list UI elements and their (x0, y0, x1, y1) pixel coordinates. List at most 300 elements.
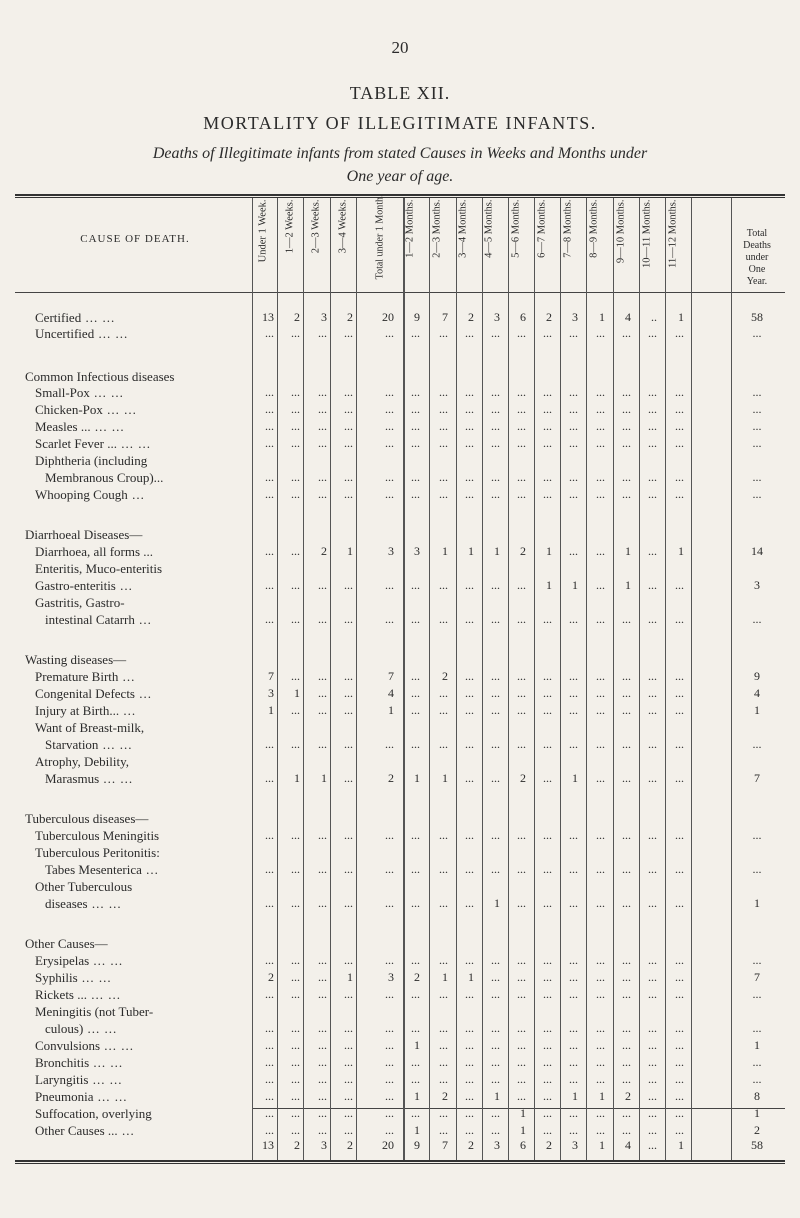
table-cell: ... (318, 385, 327, 399)
table-cell: ... (491, 578, 500, 592)
row-label-text: diseases (45, 896, 88, 911)
row-label-text: Diphtheria (including (35, 453, 148, 468)
table-cell: ... (622, 703, 631, 717)
table-cell: ... (491, 987, 500, 1001)
table-cell: ... (622, 402, 631, 416)
table-cell: ... (622, 1123, 631, 1137)
table-cell: ... (344, 1106, 353, 1120)
leader-dots: ... (135, 686, 152, 701)
table-cell: ... (385, 1123, 394, 1137)
table-cell: ... (291, 1106, 300, 1120)
total-cell: ... (752, 326, 762, 340)
table-cell: ... (491, 1021, 500, 1035)
table-cell: 1 (414, 1038, 420, 1052)
table-cell: ... (291, 578, 300, 592)
table-cell: ... (517, 419, 526, 433)
table-cell: ... (569, 470, 578, 484)
row-label-text: Atrophy, Debility, (35, 754, 129, 769)
table-cell: 2 (294, 1138, 300, 1152)
total-cell: ... (752, 487, 762, 501)
table-cell: 3 (268, 686, 274, 700)
table-cell: ... (622, 470, 631, 484)
table-cell: 7 (388, 669, 394, 683)
total-cell: 58 (751, 310, 763, 324)
table-cell: ... (543, 669, 552, 683)
table-cell: ... (291, 487, 300, 501)
row-label-text: Pneumonia (35, 1089, 94, 1104)
table-cell: ... (344, 470, 353, 484)
table-cell: ... (318, 703, 327, 717)
table-cell: ... (411, 686, 420, 700)
table-cell: ... (648, 970, 657, 984)
table-cell: ... (517, 896, 526, 910)
table-cell: 1 (546, 544, 552, 558)
table-cell: ... (622, 953, 631, 967)
table-cell: ... (439, 578, 448, 592)
table-cell: ... (465, 737, 474, 751)
table-cell: ... (675, 771, 684, 785)
column-header: 10—11 Months. (641, 199, 653, 268)
section-heading (25, 369, 174, 385)
table-cell: ... (385, 896, 394, 910)
table-cell: ... (465, 953, 474, 967)
table-cell: ... (675, 385, 684, 399)
table-cell: ... (318, 1021, 327, 1035)
table-cell: 1 (442, 544, 448, 558)
subtitle-line-2: One year of age. (346, 168, 454, 185)
table-cell: ... (385, 828, 394, 842)
leader-dots: ... ... (100, 1038, 135, 1053)
table-cell: ... (344, 612, 353, 626)
table-cell: ... (596, 1055, 605, 1069)
table-cell: ... (622, 487, 631, 501)
table-cell: ... (465, 686, 474, 700)
table-cell: ... (543, 737, 552, 751)
table-cell: ... (385, 862, 394, 876)
row-label (45, 612, 152, 628)
table-cell: ... (385, 987, 394, 1001)
table-cell: ... (439, 987, 448, 1001)
table-cell: ... (675, 1106, 684, 1120)
table-cell: ... (596, 419, 605, 433)
table-cell: ... (675, 669, 684, 683)
table-cell: ... (517, 970, 526, 984)
table-cell: ... (622, 1106, 631, 1120)
table-cell: .. (651, 310, 657, 324)
table-cell: ... (385, 1089, 394, 1103)
table-cell: ... (291, 862, 300, 876)
table-cell: ... (543, 703, 552, 717)
table-cell: ... (344, 487, 353, 501)
row-label-text: Marasmus (45, 771, 100, 786)
table-cell: ... (465, 862, 474, 876)
table-cell: ... (648, 326, 657, 340)
total-cell: ... (752, 828, 762, 842)
table-cell: ... (596, 487, 605, 501)
table-cell: 1 (678, 544, 684, 558)
table-cell: ... (318, 686, 327, 700)
table-cell: 2 (625, 1089, 631, 1103)
table-cell: ... (648, 419, 657, 433)
table-cell: ... (318, 1072, 327, 1086)
table-cell: ... (439, 862, 448, 876)
table-cell: ... (622, 686, 631, 700)
table-cell: ... (265, 953, 274, 967)
row-label-text: Enteritis, Muco-enteritis (35, 561, 163, 576)
table-cell: ... (291, 828, 300, 842)
leader-dots: ... (134, 612, 152, 627)
row-label-text: Starvation (45, 737, 99, 752)
row-label-text: Measles ... (35, 419, 91, 434)
table-cell: ... (344, 686, 353, 700)
column-header: 2—3 Weeks. (310, 199, 322, 254)
table-cell: ... (675, 1123, 684, 1137)
table-cell: 2 (388, 771, 394, 785)
table-cell: ... (517, 470, 526, 484)
table-cell: 1 (520, 1123, 526, 1137)
table-cell: ... (265, 896, 274, 910)
table-cell: ... (543, 1055, 552, 1069)
table-cell: ... (596, 402, 605, 416)
section-heading (35, 595, 125, 611)
table-cell: ... (648, 436, 657, 450)
table-cell: ... (465, 402, 474, 416)
page-number: 20 (391, 38, 409, 57)
table-cell: ... (318, 419, 327, 433)
table-cell: ... (648, 953, 657, 967)
table-cell: ... (318, 828, 327, 842)
table-cell: ... (569, 436, 578, 450)
table-cell: ... (569, 612, 578, 626)
row-label (35, 385, 124, 401)
table-cell: ... (622, 737, 631, 751)
table-cell: ... (385, 1021, 394, 1035)
table-cell: ... (543, 896, 552, 910)
row-label-text: Rickets ... (35, 987, 87, 1002)
table-cell: ... (465, 703, 474, 717)
table-cell: ... (411, 578, 420, 592)
table-cell: ... (622, 970, 631, 984)
table-cell: ... (491, 703, 500, 717)
table-cell: 13 (262, 310, 274, 324)
table-cell: ... (491, 737, 500, 751)
table-cell: ... (411, 1055, 420, 1069)
row-label (45, 771, 133, 787)
row-label-text: Laryngitis (35, 1072, 89, 1087)
table-cell: ... (465, 612, 474, 626)
table-cell: ... (596, 1021, 605, 1035)
row-label (35, 578, 133, 594)
subtitle-line-1: Deaths of Illegitimate infants from stated Causes in Weeks and Months under (152, 145, 648, 162)
table-cell: ... (622, 862, 631, 876)
table-cell: ... (344, 862, 353, 876)
table-cell: ... (465, 987, 474, 1001)
table-cell: ... (491, 326, 500, 340)
table-cell: ... (291, 970, 300, 984)
table-cell: ... (491, 771, 500, 785)
table-cell: ... (318, 1055, 327, 1069)
table-cell: ... (569, 326, 578, 340)
table-cell: ... (265, 402, 274, 416)
column-divider (356, 198, 357, 1160)
table-cell: ... (648, 578, 657, 592)
table-cell: ... (318, 970, 327, 984)
table-cell: ... (596, 703, 605, 717)
leader-dots: ... ... (89, 953, 124, 968)
table-cell: ... (675, 862, 684, 876)
table-cell: 13 (262, 1138, 274, 1152)
table-cell: ... (648, 1021, 657, 1035)
row-label-text: Membranous Croup)... (45, 470, 164, 485)
table-cell: ... (569, 862, 578, 876)
table-cell: 7 (442, 310, 448, 324)
table-cell: ... (517, 669, 526, 683)
table-cell: 4 (625, 310, 631, 324)
table-cell: 1 (599, 1138, 605, 1152)
table-cell: ... (265, 385, 274, 399)
table-cell: ... (543, 1123, 552, 1137)
table-cell: ... (411, 487, 420, 501)
table-cell: 1 (599, 310, 605, 324)
column-header: 2—3 Months. (431, 199, 443, 258)
table-cell: ... (411, 402, 420, 416)
total-cell: ... (752, 402, 762, 416)
column-header: 8—9 Months. (588, 199, 600, 258)
table-cell: ... (675, 612, 684, 626)
total-cell: 7 (754, 970, 760, 984)
table-cell: ... (622, 385, 631, 399)
table-cell: ... (265, 1038, 274, 1052)
table-cell: 2 (321, 544, 327, 558)
table-cell: ... (291, 987, 300, 1001)
table-cell: ... (675, 578, 684, 592)
table-cell: ... (543, 326, 552, 340)
table-cell: 1 (388, 703, 394, 717)
table-cell: ... (675, 987, 684, 1001)
table-cell: ... (318, 612, 327, 626)
table-cell: ... (385, 1038, 394, 1052)
leader-dots: ... ... (88, 1072, 123, 1087)
total-cell: ... (752, 737, 762, 751)
table-cell: 3 (321, 1138, 327, 1152)
table-cell: ... (675, 402, 684, 416)
table-cell: ... (439, 419, 448, 433)
table-cell: ... (344, 953, 353, 967)
table-cell: ... (648, 1055, 657, 1069)
table-cell: ... (385, 737, 394, 751)
table-cell: ... (491, 612, 500, 626)
column-header: 7—8 Months. (562, 199, 574, 258)
table-cell: ... (291, 612, 300, 626)
total-cell: ... (752, 612, 762, 626)
table-cell: ... (344, 436, 353, 450)
table-cell: ... (517, 402, 526, 416)
table-cell: ... (491, 828, 500, 842)
table-cell: ... (265, 1106, 274, 1120)
table-cell: 1 (414, 771, 420, 785)
table-cell: ... (569, 1123, 578, 1137)
table-cell: ... (675, 970, 684, 984)
table-cell: 1 (294, 771, 300, 785)
row-label (35, 402, 137, 418)
table-cell: ... (385, 1106, 394, 1120)
table-cell: ... (596, 1106, 605, 1120)
row-label (35, 987, 121, 1003)
table-cell: ... (596, 896, 605, 910)
table-cell: ... (675, 896, 684, 910)
row-label-text: Scarlet Fever ... (35, 436, 117, 451)
table-cell: 3 (321, 310, 327, 324)
table-cell: ... (569, 987, 578, 1001)
table-cell: ... (411, 612, 420, 626)
table-cell: ... (675, 1038, 684, 1052)
table-cell: ... (517, 1055, 526, 1069)
table-cell: ... (439, 686, 448, 700)
row-label (45, 737, 132, 753)
total-cell: ... (752, 1021, 762, 1035)
table-cell: ... (265, 578, 274, 592)
row-label (35, 1123, 135, 1139)
table-cell: ... (517, 436, 526, 450)
table-cell: ... (385, 1055, 394, 1069)
table-cell: ... (675, 828, 684, 842)
table-cell: ... (465, 326, 474, 340)
table-cell: ... (517, 1021, 526, 1035)
total-cell: 1 (754, 1106, 760, 1120)
row-label (45, 862, 159, 878)
table-cell: ... (543, 402, 552, 416)
row-label (35, 419, 125, 435)
column-header: 11—12 Months. (667, 199, 679, 268)
table-cell: ... (517, 703, 526, 717)
table-cell: ... (344, 419, 353, 433)
table-cell: ... (648, 1138, 657, 1152)
table-cell: ... (517, 987, 526, 1001)
table-cell: ... (596, 436, 605, 450)
row-label-text: Whooping Cough (35, 487, 128, 502)
table-cell: 1 (321, 771, 327, 785)
table-cell: ... (411, 470, 420, 484)
table-cell: ... (596, 737, 605, 751)
table-cell: ... (491, 862, 500, 876)
table-cell: ... (622, 1072, 631, 1086)
table-cell: 1 (494, 896, 500, 910)
table-cell: 1 (678, 310, 684, 324)
table-cell: ... (596, 828, 605, 842)
leader-dots: ... (115, 578, 133, 593)
table-cell: ... (648, 669, 657, 683)
table-cell: ... (622, 896, 631, 910)
table-cell: ... (517, 385, 526, 399)
total-cell: 1 (754, 703, 760, 717)
table-cell: ... (569, 419, 578, 433)
table-cell: ... (569, 402, 578, 416)
table-cell: 1 (546, 578, 552, 592)
table-cell: 1 (442, 970, 448, 984)
table-cell: ... (517, 326, 526, 340)
table-cell: ... (411, 436, 420, 450)
table-cell: ... (569, 953, 578, 967)
table-cell: ... (318, 896, 327, 910)
table-cell: ... (648, 1038, 657, 1052)
total-cell: ... (752, 419, 762, 433)
table-cell: ... (517, 828, 526, 842)
row-label (35, 1055, 123, 1071)
table-cell: ... (596, 578, 605, 592)
row-label-text: Congenital Defects (35, 686, 135, 701)
table-cell: ... (291, 1072, 300, 1086)
table-cell: ... (596, 1038, 605, 1052)
table-cell: ... (265, 987, 274, 1001)
table-cell: ... (596, 612, 605, 626)
total-cell: 58 (751, 1138, 763, 1152)
table-cell: ... (265, 470, 274, 484)
table-cell: ... (465, 896, 474, 910)
table-cell: 3 (388, 544, 394, 558)
table-cell: ... (265, 487, 274, 501)
table-cell: ... (265, 1089, 274, 1103)
total-cell: ... (752, 1055, 762, 1069)
table-cell: ... (648, 402, 657, 416)
row-label-text: Small-Pox (35, 385, 90, 400)
table-cell: ... (265, 862, 274, 876)
leader-dots: ... ... (90, 419, 125, 434)
table-cell: ... (411, 385, 420, 399)
leader-dots: ... ... (93, 1089, 128, 1104)
table-cell: ... (385, 578, 394, 592)
table-cell: ... (318, 470, 327, 484)
table-cell: ... (318, 487, 327, 501)
column-header: 1—2 Months. (404, 199, 416, 258)
row-label-text: Premature Birth (35, 669, 119, 684)
table-cell: ... (385, 402, 394, 416)
table-cell: ... (675, 419, 684, 433)
table-cell: 9 (414, 1138, 420, 1152)
column-divider (731, 198, 732, 1160)
table-cell: ... (291, 544, 300, 558)
table-cell: ... (385, 487, 394, 501)
table-cell: 1 (625, 578, 631, 592)
table-cell: ... (318, 326, 327, 340)
row-label-text: Meningitis (not Tuber- (35, 1004, 154, 1019)
table-cell: ... (622, 326, 631, 340)
table-cell: ... (596, 953, 605, 967)
row-label (35, 326, 128, 342)
table-cell: ... (543, 385, 552, 399)
table-cell: ... (344, 737, 353, 751)
table-cell: ... (265, 1055, 274, 1069)
table-cell: ... (622, 1038, 631, 1052)
table-cell: ... (439, 487, 448, 501)
table-cell: 1 (572, 578, 578, 592)
total-header-line: Year. (746, 276, 768, 287)
table-cell: ... (517, 1038, 526, 1052)
table-cell: ... (439, 1021, 448, 1035)
table-cell: ... (411, 703, 420, 717)
table-cell: ... (543, 828, 552, 842)
table-cell: ... (648, 544, 657, 558)
table-cell: ... (648, 1089, 657, 1103)
table-cell: ... (596, 1123, 605, 1137)
table-cell: ... (344, 326, 353, 340)
table-cell: ... (385, 1072, 394, 1086)
column-header: Under 1 Week. (257, 199, 269, 263)
table-cell: ... (265, 544, 274, 558)
leader-dots: ... ... (116, 436, 151, 451)
total-header-line: One (748, 264, 766, 275)
table-cell: ... (675, 953, 684, 967)
table-cell: ... (291, 419, 300, 433)
